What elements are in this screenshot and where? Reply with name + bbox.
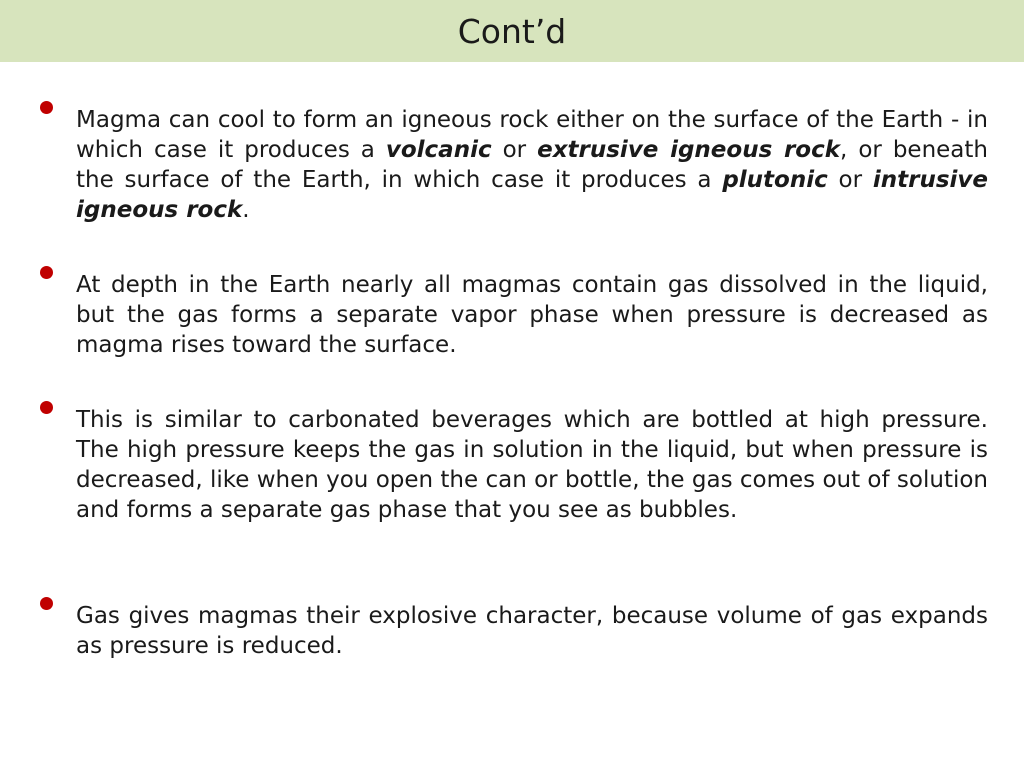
bullet-dot-icon [40, 266, 53, 279]
emphasis-volcanic: volcanic [385, 137, 492, 163]
emphasis-plutonic: plutonic [722, 167, 828, 193]
emphasis-extrusive: extrusive igneous rock [537, 137, 841, 163]
bullet-text-4: Gas gives magmas their explosive character, because volume of gas expands as pressure is reduced. [76, 603, 988, 659]
slide-title: Cont’d [457, 11, 567, 51]
bullet-dot-icon [40, 401, 53, 414]
bullet-dot-icon [40, 101, 53, 114]
bullet-text-2: At depth in the Earth nearly all magmas contain gas dissolved in the liquid, but the gas forms a separate vapor phase when pressure is decreased as magma rises toward the surface. [76, 272, 988, 358]
bullet-dot-icon [40, 597, 53, 610]
bullet-text-1: Magma can cool to form an igneous rock either on the surface of the Earth - in which case it produces a volcanic or extrusive igneous rock, or beneath the surface of the Earth, in which case it produces a plutonic or intrusive igneous rock. [76, 107, 988, 223]
emphasis-intrusive: intrusive igneous rock [76, 167, 988, 223]
bullet-text-3: This is similar to carbonated beverages which are bottled at high pressure. The high pressure keeps the gas in solution in the liquid, but when pressure is decreased, like when you open the can or bottle, the gas comes out of solution and forms a separate gas phase that you see as bubbles. [76, 407, 988, 523]
